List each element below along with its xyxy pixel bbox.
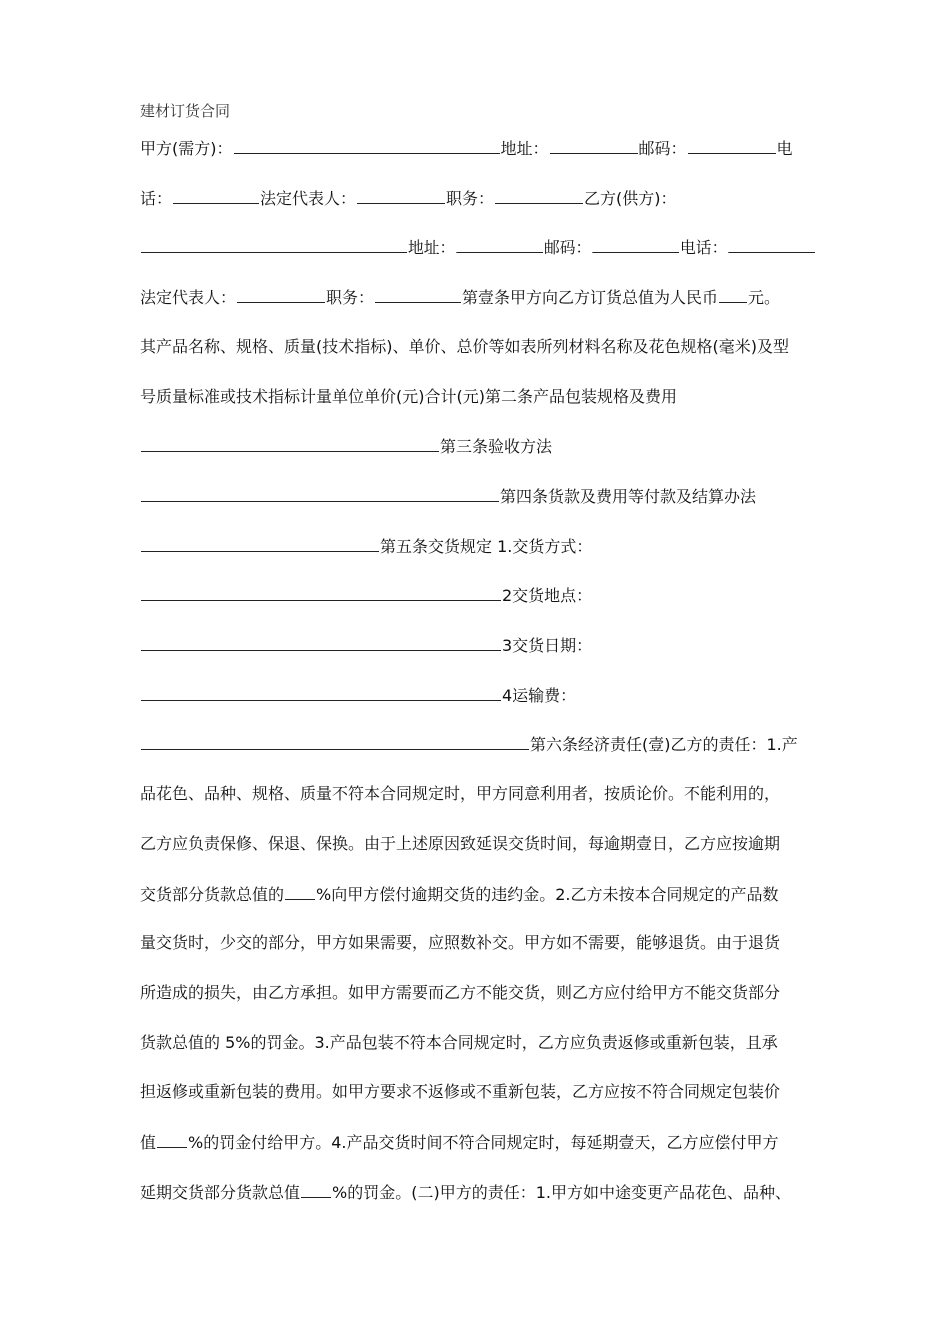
fill-in-blank	[719, 284, 747, 303]
body-line	[140, 284, 780, 310]
fill-in-blank	[550, 135, 638, 154]
body-line	[140, 1129, 779, 1155]
body-line	[140, 682, 576, 708]
body-line	[140, 334, 789, 360]
body-text: 号质量标准或技术指标计量单位单价(元)合计(元)第二条产品包装规格及费用	[140, 386, 677, 406]
fill-in-blank	[592, 234, 679, 253]
body-line	[140, 831, 780, 857]
body-line	[140, 1179, 791, 1205]
fill-in-blank	[141, 632, 501, 651]
body-text: %的罚金。(二)甲方的责任：1.甲方如中途变更产品花色、品种、	[332, 1182, 791, 1202]
body-line	[140, 930, 780, 956]
fill-in-blank	[157, 1129, 187, 1148]
body-text: 第壹条甲方向乙方订货总值为人民币	[462, 288, 719, 308]
body-line	[140, 1079, 780, 1105]
fill-in-blank	[141, 533, 379, 552]
body-text: 职务：	[446, 188, 495, 208]
body-text: 话：	[140, 188, 173, 208]
body-text: 乙方(供方)：	[584, 188, 677, 208]
fill-in-blank	[141, 682, 501, 701]
body-text: 延期交货部分货款总值	[140, 1182, 301, 1202]
body-line	[140, 533, 592, 559]
body-text: 地址：	[500, 139, 549, 158]
body-line	[140, 1030, 778, 1056]
body-line	[140, 632, 592, 658]
body-line	[140, 881, 779, 907]
fill-in-blank	[237, 284, 325, 303]
body-line	[140, 483, 756, 509]
body-text: 法定代表人：	[260, 188, 357, 208]
body-text: 其产品名称、规格、质量(技术指标)、单价、总价等如表所列材料名称及花色规格(毫米)及型	[140, 336, 789, 356]
fill-in-blank	[301, 1179, 331, 1198]
body-text: 交货部分货款总值的	[140, 884, 285, 904]
body-line	[140, 384, 677, 410]
body-text: 邮码：	[544, 238, 592, 258]
fill-in-blank	[141, 234, 407, 253]
body-line	[140, 234, 816, 260]
body-text: 品花色、品种、规格、质量不符本合同规定时，甲方同意利用者，按质论价。不能利用的，	[140, 784, 781, 804]
fill-in-blank	[357, 185, 445, 204]
body-text: 2交货地点：	[502, 586, 593, 606]
body-text: 元。	[748, 288, 781, 308]
body-text: 值	[140, 1133, 157, 1152]
body-text: 电	[776, 139, 793, 158]
body-line	[140, 135, 793, 161]
body-text: 所造成的损失，由乙方承担。如甲方需要而乙方不能交货，则乙方应付给甲方不能交货部分	[140, 982, 781, 1002]
body-line	[140, 582, 592, 608]
body-text: 担返修或重新包装的费用。如甲方要求不返修或不重新包装，乙方应按不符合同规定包装价	[140, 1082, 781, 1102]
fill-in-blank	[141, 731, 529, 750]
body-text: 电话：	[680, 238, 728, 258]
body-line	[140, 781, 780, 807]
fill-in-blank	[495, 185, 583, 204]
document-title: 建材订货合同	[140, 102, 231, 120]
body-text: 法定代表人：	[140, 288, 237, 308]
body-line	[140, 980, 780, 1006]
fill-in-blank	[141, 433, 439, 452]
fill-in-blank	[728, 234, 815, 253]
body-text: 货款总值的 5%的罚金。3.产品包装不符本合同规定时，乙方应负责返修或重新包装，且承	[140, 1032, 778, 1052]
body-text: 第四条货款及费用等付款及结算办法	[500, 486, 757, 506]
body-text: %的罚金付给甲方。4.产品交货时间不符合同规定时，每延期壹天，乙方应偿付甲方	[188, 1133, 779, 1152]
fill-in-blank	[234, 135, 500, 154]
body-text: 4运输费：	[502, 685, 577, 705]
fill-in-blank	[688, 135, 776, 154]
body-text: 第五条交货规定 1.交货方式：	[380, 536, 593, 556]
body-text: 职务：	[326, 288, 375, 308]
body-line	[140, 433, 552, 459]
fill-in-blank	[141, 483, 499, 502]
fill-in-blank	[456, 234, 543, 253]
fill-in-blank	[173, 185, 259, 204]
fill-in-blank	[285, 881, 315, 900]
body-line	[140, 185, 677, 211]
body-text: 第六条经济责任(壹)乙方的责任：1.产	[530, 735, 798, 755]
fill-in-blank	[141, 582, 501, 601]
body-text: 邮码：	[638, 139, 687, 158]
body-text: 地址：	[408, 238, 456, 258]
body-text: %向甲方偿付逾期交货的违约金。2.乙方未按本合同规定的产品数	[316, 884, 779, 904]
body-text: 3交货日期：	[502, 636, 593, 655]
body-text: 甲方(需方)：	[140, 139, 233, 158]
body-text: 第三条验收方法	[440, 437, 553, 457]
body-line	[140, 731, 798, 757]
body-text: 乙方应负责保修、保退、保换。由于上述原因致延误交货时间，每逾期壹日，乙方应按逾期	[140, 833, 781, 853]
fill-in-blank	[375, 284, 461, 303]
body-text: 量交货时，少交的部分，甲方如果需要，应照数补交。甲方如不需要，能够退货。由于退货	[140, 933, 781, 953]
